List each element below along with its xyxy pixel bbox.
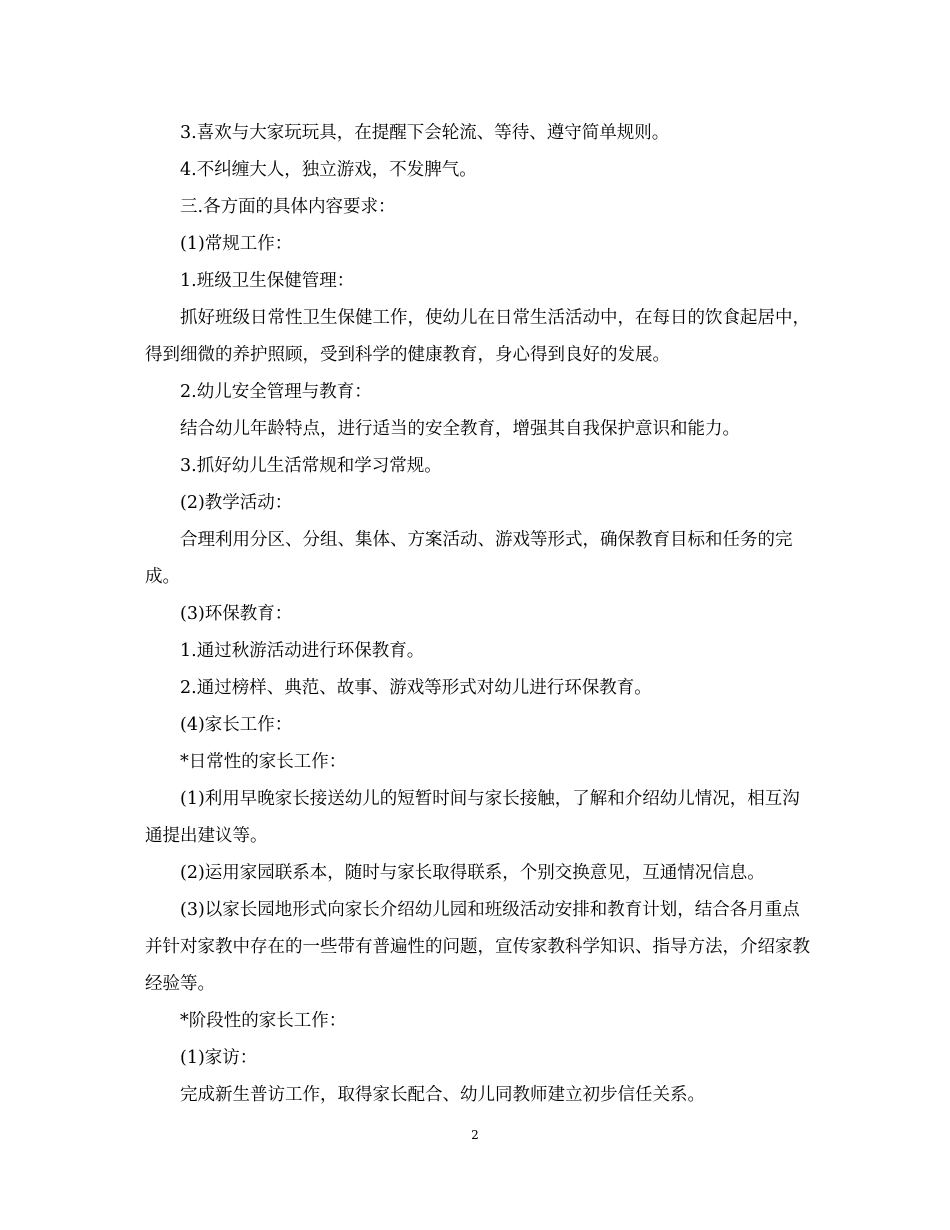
item-role-models: 2.通过榜样、典范、故事、游戏等形式对幼儿进行环保教育。 — [180, 678, 652, 698]
item-periodic-parent-work: *阶段性的家长工作： — [180, 1011, 347, 1031]
paragraph-teaching: 合理利用分区、分组、集体、方案活动、游戏等形式，确保教育目标和任务的完成。 — [145, 530, 793, 587]
subheading-routine-work: (1)常规工作： — [180, 234, 293, 254]
paragraph-home-visit: 完成新生普访工作，取得家长配合、幼儿同教师建立初步信任关系。 — [180, 1085, 705, 1105]
paragraph-1: 3.喜欢与大家玩玩具，在提醒下会轮流、等待、遵守简单规则。 — [180, 123, 670, 143]
paragraph-parent-board: (3)以家长园地形式向家长介绍幼儿园和班级活动安排和教育计划，结合各月重点并针对家教中存在的一些带有普遍性的问题，宣传家教科学知识、指导方法，介绍家教经验等。 — [145, 900, 810, 994]
paragraph-2: 4.不纠缠大人，独立游戏，不发脾气。 — [180, 160, 477, 180]
paragraph-hygiene: 抓好班级日常性卫生保健工作，使幼儿在日常生活活动中，在每日的饮食起居中，得到细微的养护照顾，受到科学的健康教育，身心得到良好的发展。 — [145, 308, 810, 365]
subheading-environment: (3)环保教育： — [180, 604, 293, 624]
document-body — [145, 115, 810, 1114]
subheading-parent-work: (4)家长工作： — [180, 715, 293, 735]
item-routines: 3.抓好幼儿生活常规和学习常规。 — [180, 456, 442, 476]
section-heading-3: 三.各方面的具体内容要求： — [180, 197, 396, 217]
paragraph-contact-book: (2)运用家园联系本，随时与家长取得联系，个别交换意见，互通情况信息。 — [180, 863, 765, 883]
item-safety-management: 2.幼儿安全管理与教育： — [180, 382, 372, 402]
item-daily-parent-work: *日常性的家长工作： — [180, 752, 347, 772]
paragraph-safety: 结合幼儿年龄特点，进行适当的安全教育，增强其自我保护意识和能力。 — [180, 419, 740, 439]
item-home-visit: (1)家访： — [180, 1048, 258, 1068]
paragraph-pickup-contact: (1)利用早晚家长接送幼儿的短暂时间与家长接触，了解和介绍幼儿情况，相互沟通提出建议等。 — [145, 789, 800, 846]
subheading-teaching: (2)教学活动： — [180, 493, 293, 513]
item-autumn-outing: 1.通过秋游活动进行环保教育。 — [180, 641, 425, 661]
page-number: 2 — [471, 1128, 479, 1142]
item-hygiene-management: 1.班级卫生保健管理： — [180, 271, 355, 291]
